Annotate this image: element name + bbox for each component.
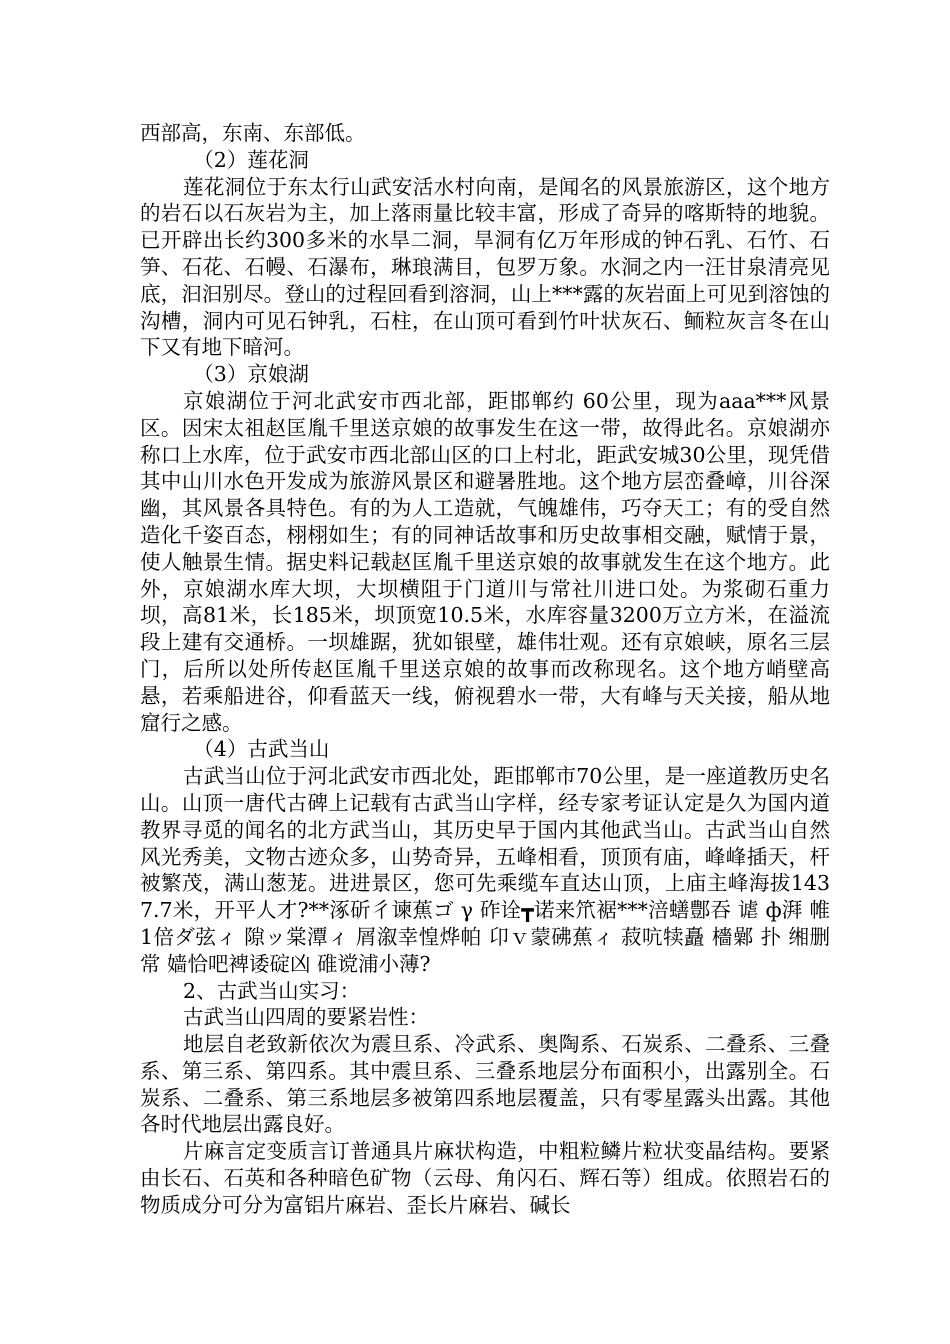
paragraph-practice-title: 2、古武当山实习： xyxy=(183,978,361,1003)
section-heading-lianhuadong: （2）莲花洞 xyxy=(193,147,309,172)
paragraph-rock-types-title: 古武当山四周的要紧岩性： xyxy=(183,1005,430,1030)
paragraph-gu-wudang: 古武当山位于河北武安市西北处，距邯郸市70公里，是一座道教历史名山。山顶一唐代古碑上记载有古武当山字样，经专家考证认定是久为国内道教界寻觅的闻名的北方武当山，其历史早于国内其他武当山。古武当山自然风光秀美，文物古迹众多，山势奇异，五峰相看，顶顶有庙，峰峰插天，杆被繁茂，满山葱茏。进进景区，您可先乘缆车直达山顶，上庙主峰海拔1437.7米，开平人才?**涿斫彳谏蕉ゴ γ 砟诠┳诺来笊裾***涪蟮鄷吞 谑 ф湃 帷1倍ダ弦ィ 隙ッ棠潭ィ 屑溆幸惶烨帕 卬ｖ蒙砩蕉ィ 菽吭犊矗 檣鄵 扑 缃删常 嫱恰吧裨诿碇凶 碓谠浦小薄? xyxy=(140,764,831,976)
paragraph-gneiss: 片麻言定变质言订普通具片麻状构造，中粗粒鳞片粒状变晶结构。要紧由长石、石英和各种暗色矿物（云母、角闪石、辉石等）组成。依照岩石的物质成分可分为富铝片麻岩、歪长片麻岩、碱长 xyxy=(140,1139,830,1217)
section-heading-jingniang-lake: （3）京娘湖 xyxy=(193,362,309,387)
paragraph-continuation: 西部高，东南、东部低。 xyxy=(140,121,366,145)
paragraph-lianhuadong: 莲花洞位于东太行山武安活水村向南，是闻名的风景旅游区，这个地方的岩石以石灰岩为主，加上落雨量比较丰富，形成了奇异的喀斯特的地貌。已开辟出长约300多米的水旱二洞，旱洞有亿万年形成的钟石乳、石竹、石笋、石花、石幔、石瀑布，琳琅满目，包罗万象。水洞之内一汪甘泉清亮见底，汩汩别尽。登山的过程回看到溶洞，山上***露的灰岩面上可见到溶蚀的沟槽，洞内可见石钟乳，石柱，在山顶可看到竹叶状灰石、鲕粒灰言冬在山下又有地下暗河。 xyxy=(140,174,830,360)
paragraph-jingniang-lake: 京娘湖位于河北武安市西北部，距邯郸约 60公里，现为aaa***风景区。因宋太祖赵匡胤千里送京娘的故事发生在这一带，故得此名。京娘湖亦称口上水库，位于武安市西北部山区的口上村北，距武安城30公里，现凭借其中山川水色开发成为旅游风景区和避暑胜地。这个地方层峦叠嶂，川谷深幽，其风景各具特色。有的为人工造就，气魄雄伟，巧夺天工；有的受自然造化千姿百态，栩栩如生；有的同神话故事和历史故事相交融，赋情于景，使人触景生情。据史料记载赵匡胤千里送京娘的故事就发生在这个地方。此外，京娘湖水库大坝，大坝横阻于门道川与常社川进口处。为浆砌石重力坝，高81米，长185米，坝顶宽10.5米，水库容量3200万立方米，在溢流段上建有交通桥。一坝雄踞，犹如银壁，雄伟壮观。还有京娘峡，原名三层门，后所以处所传赵匡胤千里送京娘的故事而改称现名。这个地方峭壁高悬，若乘船进谷，仰看蓝天一线，俯视碧水一带，大有峰与天关接，船从地窟行之感。 xyxy=(140,388,830,735)
paragraph-strata: 地层自老致新依次为震旦系、冷武系、奥陶系、石炭系、二叠系、三叠系、第三系、第四系。其中震旦系、三叠系地层分布面积小，出露别全。石炭系、二叠系、第三系地层多被第四系地层覆盖，只有零星露头出露。其他各时代地层出露良好。 xyxy=(140,1032,830,1137)
document-page xyxy=(140,120,830,1219)
section-heading-gu-wudang: （4）古武当山 xyxy=(193,737,330,762)
